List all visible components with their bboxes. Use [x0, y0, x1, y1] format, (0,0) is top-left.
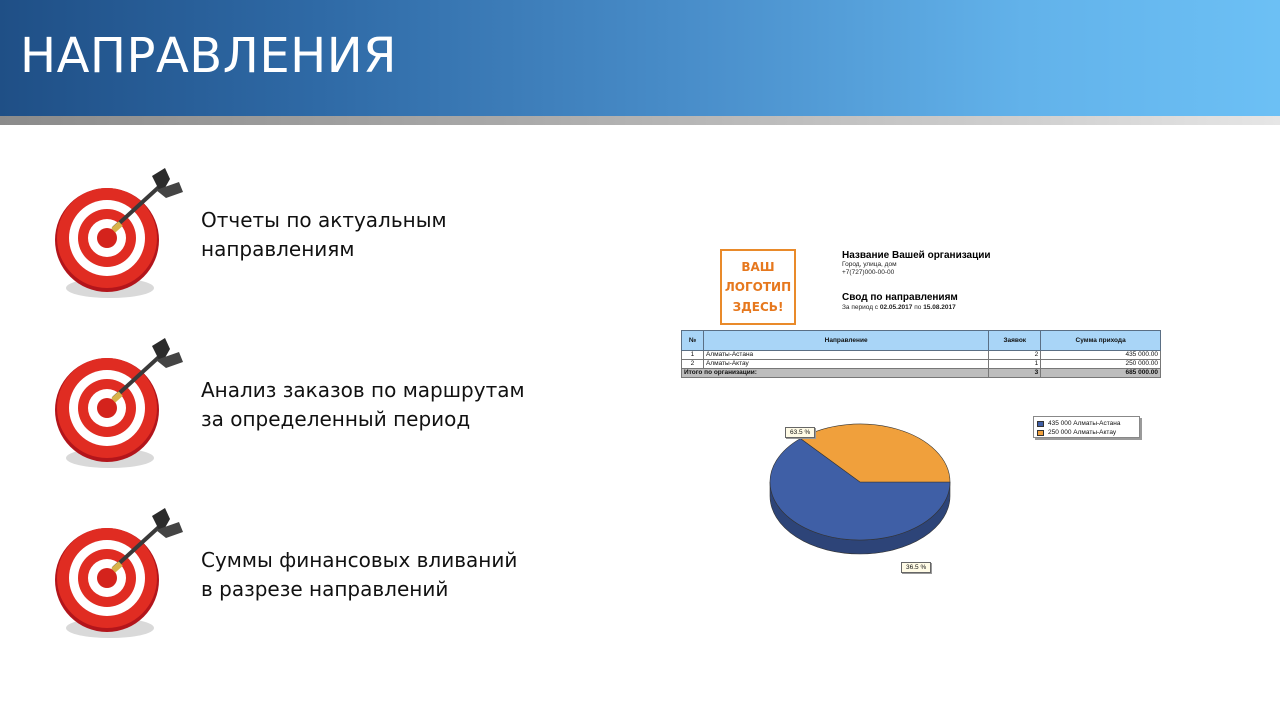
legend-label: 250 000 Алматы-Актау: [1048, 429, 1117, 436]
table-cell: 250 000.00: [1041, 360, 1161, 369]
feature-line: направлениям: [201, 237, 355, 261]
feature-line: Суммы финансовых вливаний: [201, 548, 518, 572]
legend-item: [1037, 428, 1136, 437]
feature-line: за определенный период: [201, 407, 471, 431]
slide-title: НАПРАВЛЕНИЯ: [20, 28, 398, 84]
legend-item: [1037, 419, 1136, 428]
target-dart-icon: [52, 338, 192, 478]
feature-text: [201, 206, 447, 264]
feature-item: [52, 508, 572, 648]
table-row: [682, 360, 1161, 369]
feature-line: Анализ заказов по маршрутам: [201, 378, 525, 402]
chart-legend: [1033, 416, 1140, 438]
table-header-sum: Сумма прихода: [1041, 331, 1161, 351]
pie-label: 36.5 %: [901, 562, 931, 573]
logo-line: ЗДЕСЬ!: [732, 300, 784, 314]
legend-swatch: [1037, 421, 1044, 427]
legend-label: 435 000 Алматы-Астана: [1048, 420, 1121, 427]
feature-item: [52, 168, 572, 308]
report-summary: [842, 292, 958, 311]
feature-item: [52, 338, 572, 478]
table-cell: 1: [989, 360, 1041, 369]
table-header-num: №: [682, 331, 704, 351]
feature-text: [201, 376, 525, 434]
table-cell: 1: [682, 351, 704, 360]
period-date-to: 15.08.2017: [923, 304, 956, 311]
period-prefix: За период с: [842, 304, 879, 311]
table-cell: 435 000.00: [1041, 351, 1161, 360]
table-cell: 2: [989, 351, 1041, 360]
report-preview: [680, 248, 1164, 588]
table-header-row: [682, 331, 1161, 351]
pie-label: 63.5 %: [785, 427, 815, 438]
feature-text: [201, 546, 517, 604]
logo-placeholder: [720, 249, 796, 325]
table-total-row: [682, 369, 1161, 378]
logo-line: ВАШ: [741, 260, 775, 274]
table-total-label: Итого по организации:: [682, 369, 989, 378]
period-date-from: 02.05.2017: [879, 304, 913, 311]
header-divider: [0, 116, 1280, 125]
target-dart-icon: [52, 508, 192, 648]
feature-line: в разрезе направлений: [201, 577, 449, 601]
organization-info: [842, 250, 991, 277]
table-cell: Алматы-Астана: [703, 351, 988, 360]
table-cell: 2: [682, 360, 704, 369]
table-total-orders: 3: [989, 369, 1041, 378]
table-header-direction: Направление: [703, 331, 988, 351]
table-header-orders: Заявок: [989, 331, 1041, 351]
legend-swatch: [1037, 430, 1044, 436]
target-dart-icon: [52, 168, 192, 308]
report-period: [842, 304, 958, 311]
organization-name: Название Вашей организации: [842, 250, 991, 261]
feature-line: Отчеты по актуальным: [201, 208, 447, 232]
slide-header: [0, 0, 1280, 116]
logo-line: ЛОГОТИП: [724, 280, 792, 294]
organization-phone: +7(727)000-00-00: [842, 269, 895, 276]
report-table: [681, 330, 1161, 378]
table-total-sum: 685 000.00: [1041, 369, 1161, 378]
report-title: Свод по направлениям: [842, 292, 958, 303]
table-cell: Алматы-Актау: [703, 360, 988, 369]
period-mid: по: [914, 304, 922, 311]
table-row: [682, 351, 1161, 360]
organization-address: Город, улица, дом: [842, 261, 897, 268]
